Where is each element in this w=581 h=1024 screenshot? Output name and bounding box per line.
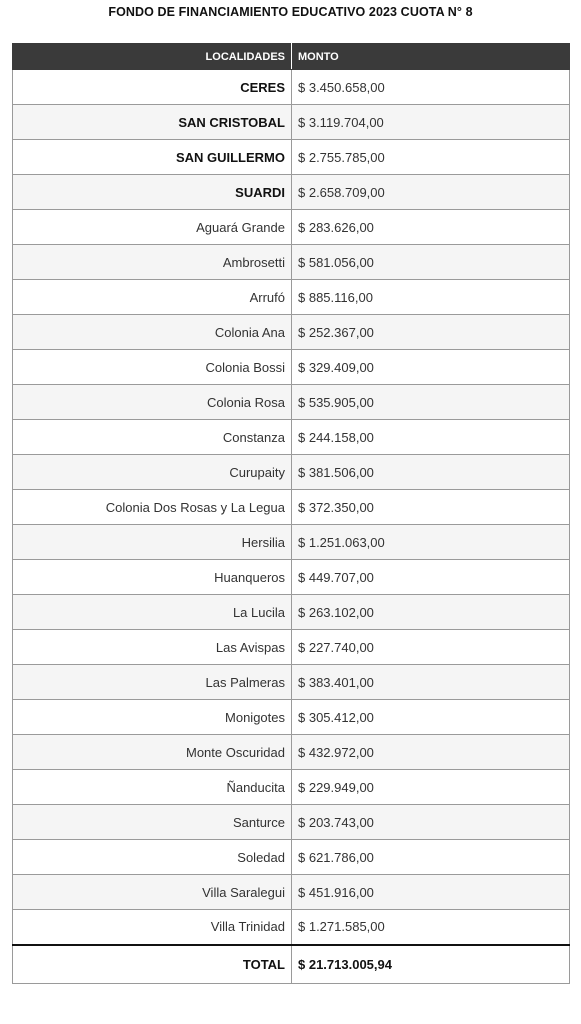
table-body (13, 70, 570, 945)
table-row (13, 805, 570, 840)
row-localidad: Ambrosetti (13, 245, 292, 280)
row-monto: $ 229.949,00 (292, 770, 570, 805)
row-localidad: Las Palmeras (13, 665, 292, 700)
row-monto: $ 449.707,00 (292, 560, 570, 595)
table-row (13, 70, 570, 105)
table-row (13, 630, 570, 665)
table-footer (13, 945, 570, 984)
row-localidad: Huanqueros (13, 560, 292, 595)
table-header (13, 44, 570, 70)
header-monto: MONTO (292, 44, 570, 70)
row-localidad: Curupaity (13, 455, 292, 490)
table-row (13, 595, 570, 630)
header-localidades: LOCALIDADES (13, 44, 292, 70)
table-row (13, 280, 570, 315)
table-row (13, 700, 570, 735)
row-monto: $ 383.401,00 (292, 665, 570, 700)
row-localidad: Hersilia (13, 525, 292, 560)
row-monto: $ 3.119.704,00 (292, 105, 570, 140)
table-row (13, 525, 570, 560)
row-localidad: Colonia Ana (13, 315, 292, 350)
row-localidad: Ñanducita (13, 770, 292, 805)
table-row (13, 735, 570, 770)
row-monto: $ 283.626,00 (292, 210, 570, 245)
row-monto: $ 252.367,00 (292, 315, 570, 350)
row-monto: $ 203.743,00 (292, 805, 570, 840)
table-row (13, 315, 570, 350)
row-localidad: SAN GUILLERMO (13, 140, 292, 175)
table-row (13, 455, 570, 490)
row-localidad: La Lucila (13, 595, 292, 630)
row-monto: $ 581.056,00 (292, 245, 570, 280)
row-monto: $ 2.755.785,00 (292, 140, 570, 175)
row-monto: $ 227.740,00 (292, 630, 570, 665)
row-monto: $ 621.786,00 (292, 840, 570, 875)
row-localidad: CERES (13, 70, 292, 105)
table-row (13, 875, 570, 910)
funding-table (12, 43, 570, 984)
row-monto: $ 451.916,00 (292, 875, 570, 910)
row-localidad: Colonia Dos Rosas y La Legua (13, 490, 292, 525)
row-localidad: Aguará Grande (13, 210, 292, 245)
table-row (13, 350, 570, 385)
total-amount: $ 21.713.005,94 (292, 945, 570, 984)
row-localidad: Soledad (13, 840, 292, 875)
row-monto: $ 329.409,00 (292, 350, 570, 385)
table-row (13, 245, 570, 280)
row-monto: $ 244.158,00 (292, 420, 570, 455)
row-localidad: Monte Oscuridad (13, 735, 292, 770)
row-localidad: Constanza (13, 420, 292, 455)
table-row (13, 210, 570, 245)
table-row (13, 105, 570, 140)
row-localidad: Monigotes (13, 700, 292, 735)
row-localidad: SUARDI (13, 175, 292, 210)
table-row (13, 560, 570, 595)
table-row (13, 910, 570, 945)
total-label: TOTAL (13, 945, 292, 984)
table-row (13, 840, 570, 875)
row-monto: $ 1.271.585,00 (292, 910, 570, 945)
table-row (13, 175, 570, 210)
row-monto: $ 1.251.063,00 (292, 525, 570, 560)
document-title: FONDO DE FINANCIAMIENTO EDUCATIVO 2023 CUOTA N° 8 (108, 5, 473, 19)
row-localidad: Arrufó (13, 280, 292, 315)
row-monto: $ 535.905,00 (292, 385, 570, 420)
row-monto: $ 381.506,00 (292, 455, 570, 490)
row-localidad: Colonia Rosa (13, 385, 292, 420)
total-row (13, 945, 570, 984)
row-localidad: Santurce (13, 805, 292, 840)
row-monto: $ 885.116,00 (292, 280, 570, 315)
table-row (13, 420, 570, 455)
row-localidad: Villa Trinidad (13, 910, 292, 945)
row-localidad: Las Avispas (13, 630, 292, 665)
row-localidad: SAN CRISTOBAL (13, 105, 292, 140)
table-row (13, 385, 570, 420)
row-monto: $ 3.450.658,00 (292, 70, 570, 105)
row-monto: $ 372.350,00 (292, 490, 570, 525)
row-monto: $ 305.412,00 (292, 700, 570, 735)
table-row (13, 665, 570, 700)
row-localidad: Villa Saralegui (13, 875, 292, 910)
row-monto: $ 263.102,00 (292, 595, 570, 630)
row-localidad: Colonia Bossi (13, 350, 292, 385)
row-monto: $ 432.972,00 (292, 735, 570, 770)
table-row (13, 140, 570, 175)
row-monto: $ 2.658.709,00 (292, 175, 570, 210)
table-row (13, 490, 570, 525)
table-row (13, 770, 570, 805)
